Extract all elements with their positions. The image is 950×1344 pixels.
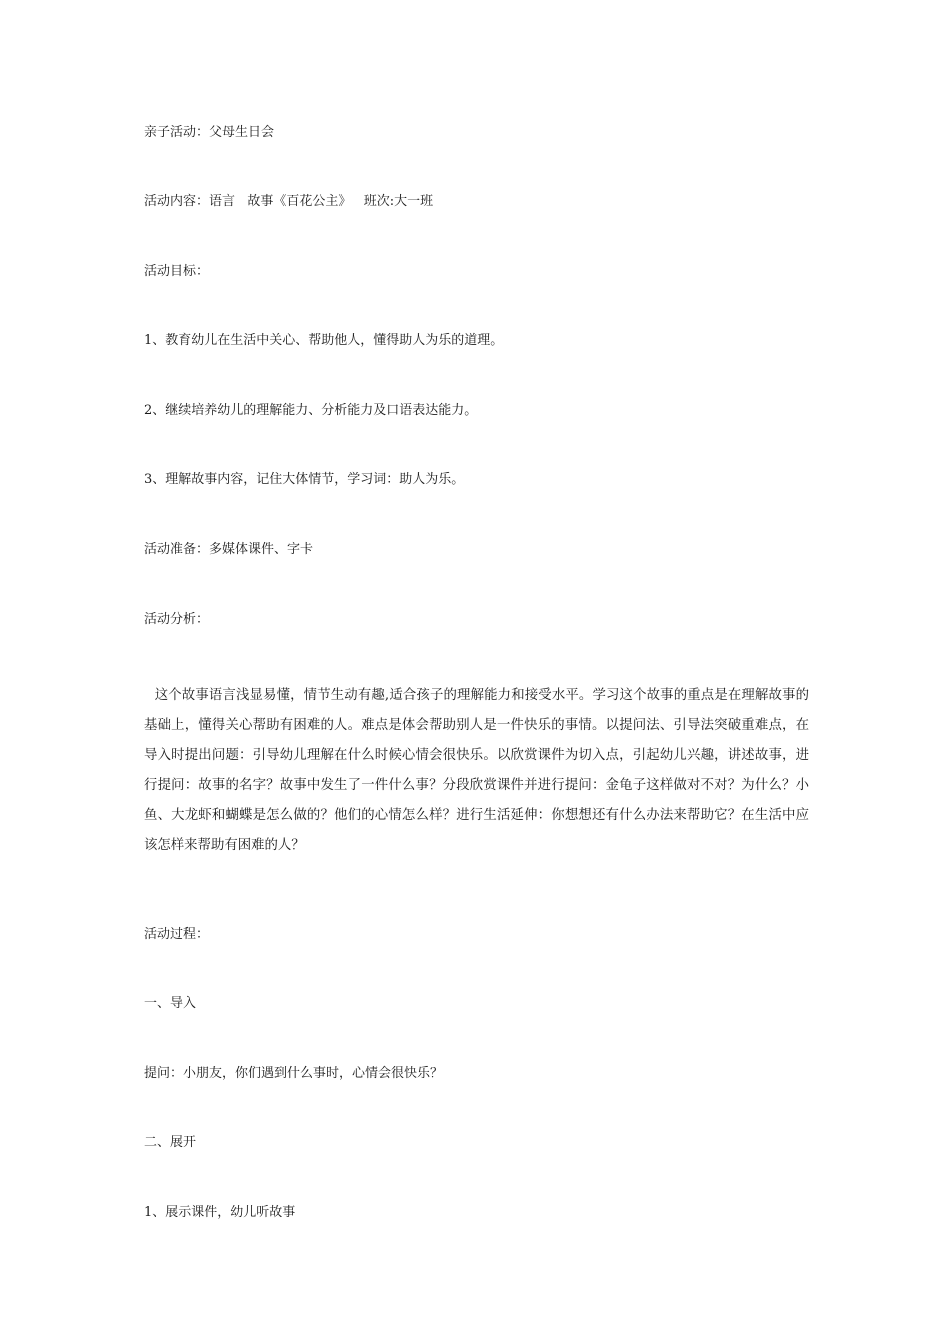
activity-content: 活动内容：语言 故事《百花公主》 班次:大一班 bbox=[144, 194, 434, 209]
section-1-question: 提问：小朋友，你们遇到什么事时，心情会很快乐？ bbox=[144, 1066, 444, 1081]
goals-heading: 活动目标： bbox=[144, 264, 210, 279]
activity-title: 亲子活动：父母生日会 bbox=[144, 125, 275, 140]
goal-item-1: 1、教育幼儿在生活中关心、帮助他人，懂得助人为乐的道理。 bbox=[144, 333, 504, 348]
section-2-heading: 二、展开 bbox=[144, 1135, 197, 1150]
analysis-heading: 活动分析： bbox=[144, 612, 210, 627]
process-heading: 活动过程： bbox=[144, 927, 210, 942]
analysis-paragraph: 这个故事语言浅显易懂，情节生动有趣,适合孩子的理解能力和接受水平。学习这个故事的重点是在理解故事的基础上，懂得关心帮助有困难的人。难点是体会帮助别人是一件快乐的事情。以提问法、引导法突破重难点，在导入时提出问题：引导幼儿理解在什么时候心情会很快乐。以欣赏课件为切入点，引起幼儿兴趣，讲述故事，进行提问：故事的名字？故事中发生了一件什么事？分段欣赏课件并进行提问：金龟子这样做对不对？为什么？小鱼、大龙虾和蝴蝶是怎么做的？他们的心情怎么样？进行生活延伸：你想想还有什么办法来帮助它？在生活中应该怎样来帮助有困难的人？ bbox=[144, 688, 809, 853]
section-2-item-1: 1、展示课件，幼儿听故事 bbox=[144, 1205, 296, 1220]
goal-item-3: 3、理解故事内容，记住大体情节，学习词：助人为乐。 bbox=[144, 472, 465, 487]
section-1-heading: 一、导入 bbox=[144, 996, 197, 1011]
goal-item-2: 2、继续培养幼儿的理解能力、分析能力及口语表达能力。 bbox=[144, 403, 478, 418]
activity-preparation: 活动准备：多媒体课件、字卡 bbox=[144, 542, 314, 557]
